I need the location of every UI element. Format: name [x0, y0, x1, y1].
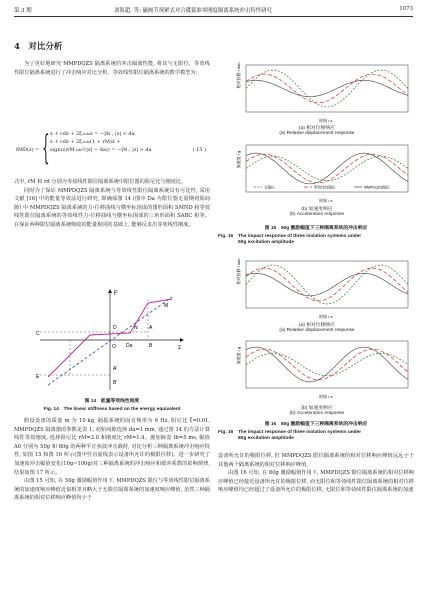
page-number: 1073 [399, 6, 413, 12]
para-energy: 同时为了保证 MMPDQZS 隔离系统与等效线性限位隔离系统具有可比性, 采用文献 [16] 中的能量等效法进行研究, 即确保图 14 (图中 Da 为限位器无量纲初始间隙) 中 MMPDQZS 隔离系统的力-位移曲线与横坐标围成的图形面积 SMND 和等效线性限位隔离系统的等效线性力-位移曲线与横坐标围成的三角形面积 SABC 相等。在保证两种限位隔离系统吸收的能量相同的基础上, 能够反求出等效线性刚度。 [14, 187, 210, 228]
running-title: 刘海超, 等: 磁阀节预紧式对合碟簧准零刚度隔离系统冲击特性研究 [114, 8, 272, 14]
right-column-text [218, 452, 414, 495]
label-D: D [113, 325, 117, 331]
equation-number: ( 15 ) [192, 147, 206, 153]
fig16a-caption-cn: (a) 相对位移响应 [299, 323, 335, 328]
equation-brace: { [42, 128, 50, 168]
x-axis-label: 时间 / s [319, 394, 333, 399]
figure-15b-acceleration [222, 142, 412, 204]
label-B-prime: B' [113, 380, 118, 386]
equation-rows [50, 130, 152, 155]
fig16b-caption-cn: (b) 加速度响应 [301, 406, 333, 411]
equation-row-1: z + cdż + 2ξ₁ω₀z = −ÿb , |z| < da [50, 131, 135, 137]
figure-15a-displacement [222, 62, 412, 124]
response-line-2 [246, 273, 408, 296]
label-C: C [36, 331, 40, 337]
y-axis-label: 相对位移 / mm [236, 62, 241, 89]
legend-entry-0: 无限位 [264, 185, 275, 190]
para-fig15-analysis: 由图 15 可知, 在 50g 激励幅值作用下, MMPDQZS 限位与等效线性限位隔离系统的加速度响应峰值近似相等且略大于无限位隔离系统的加速度响应峰值, 虽然三种隔离系统的相对位移响应峰值均小于 [14, 478, 210, 502]
response-line-2 [246, 153, 408, 184]
para-right-2: 由图 16 可知, 在 80g 激励幅值作用下, MMPDQZS 限位隔离系统的相对位移响应峰值已经接近设备所允许的极限位移, 而无限位和等效线性限位隔离系统的相对位移响应峰值均已经超过了设备所允许的极限位移, 无限位和等效线性限位隔离系统的加速 [218, 470, 414, 494]
label-N: N [134, 325, 138, 331]
x-axis-label: 时间 / s [319, 198, 333, 203]
fig16a-caption-en: (a) Relative displacement response [279, 328, 355, 333]
para-intro: 为了更好地研究 MMPDQZS 隔离系统的冲击隔离性能, 将其与无限位、等效线性限位隔离系统进行了冲击响应对比分析。等效线性限位隔离系统的数学模型为: [14, 61, 210, 76]
label-F: F [114, 291, 118, 297]
fig15a-caption-cn: (a) 相对位移响应 [299, 126, 335, 131]
plot-frame [246, 341, 408, 388]
equation-lhs: fMD(z) = [16, 147, 40, 153]
left-paragraph-2 [14, 178, 210, 230]
y-axis-label: 加速度 / g [236, 346, 241, 365]
fig14-caption-en: Fig. 14 The linear stiffness based on the energy equivalent [43, 407, 181, 412]
fig16-caption-cn: 图 16 80g 激励幅值下三种隔离系统的冲击响应 [264, 422, 368, 427]
response-line-0 [246, 353, 408, 376]
label-O: O [112, 344, 116, 350]
x-axis-label: 时间 / s [319, 118, 333, 123]
plot-frame [246, 261, 408, 308]
fig15b-caption-en: (b) Acceleration response [289, 212, 345, 217]
legend-entry-2: MMPDQZS限位 [364, 185, 390, 190]
fig15-caption-en2: 50g excitation amplitude [238, 240, 294, 245]
response-line-1 [246, 74, 408, 103]
para-parameters: 假设设备的质量 m 为 10 kg, 隔振系统的固有频率为 6 Hz, 阻尼比 ξ=0.01, MMPDQZS 隔离器的参数见表 1, 初始间隙选择 da=1 mm, 通过图 14 的方法计算线性等效刚度, 选择阻尼比 rM=3.0 和刚度比 rM=1.4。施加脉宽 tb=5 ms, 幅值 A0 分别为 50g 和 80g 的两种半正弦波冲击载荷, 对比分析三种隔离系统冲击响应特性, 如图 15 和图 16 所示(图中竖直虚线表示设备所允许的极限位移)。进一步研究了加速度冲击幅值变化(10g~100g)对三种隔离系统的冲击响应和缓冲系数的影响规律, 结果如图 17 所示。 [14, 418, 210, 476]
section-title: 4 对比分析 [14, 42, 63, 52]
label-M: M [164, 303, 169, 309]
left-paragraph-1 [14, 60, 210, 77]
label-E: E [36, 374, 40, 380]
response-line-2 [246, 80, 408, 96]
label-B: B [149, 343, 153, 349]
legend-entry-1: 等效线性限位 [314, 185, 336, 190]
fig15a-caption-en: (a) Relative displacement response [279, 131, 355, 136]
fig15b-caption-cn: (b) 加速度响应 [301, 207, 333, 212]
response-line-1 [246, 268, 408, 301]
label-A-prime: A' [113, 366, 118, 372]
x-axis-label: 时间 / s [319, 314, 333, 319]
fig16-caption-en: Fig. 16 The impact response of three isolation systems under [218, 430, 362, 435]
z-arrow-icon [180, 338, 184, 342]
left-paragraph-3 [14, 417, 210, 503]
fig15-caption-en: Fig. 15 The impact response of three isolation systems under [218, 234, 362, 239]
figure-16a-displacement [222, 258, 412, 320]
fig16b-caption-en: (b) Acceleration response [289, 411, 345, 416]
para-symbols: 式中, rM 和 rd 分别为等效线性限位隔离系统中限位器的阻尼比与刚度比。 [14, 179, 187, 185]
plot-frame [246, 65, 408, 112]
issue-number: 第 3 期 [14, 8, 32, 14]
equation-15 [16, 130, 210, 174]
label-Da: Da [126, 343, 133, 349]
figure-16b-acceleration [222, 338, 412, 400]
running-header [14, 4, 413, 17]
equation-row-3: sign(z)rM ω₀²(|z| − da)) = −ÿb , |z| > da [50, 147, 152, 154]
y-axis-label: 相对位移 / mm [236, 258, 241, 285]
y-axis-label: 加速度 / g [236, 150, 241, 169]
figure-14 [30, 285, 190, 395]
equation-row-2: z + cdż + 2ξ₁ω₀(1 + rM)ż + [50, 139, 121, 146]
label-z: z [178, 345, 181, 351]
f-arrow-icon [108, 289, 112, 293]
fig14-caption-cn: 图 14 能量等效线性刚度 [84, 399, 140, 404]
fig16-caption-en2: 80g excitation amplitude [238, 436, 294, 441]
fig15-caption-cn: 图 15 50g 激励幅值下三种隔离系统的冲击响应 [264, 226, 368, 231]
label-A: A [149, 325, 153, 331]
para-right-1: 设备所允许的极限位移, 但 MMPDQZS 限位隔离系统的相对位移响应峰值远远小于其他两个隔离系统的相对位移响应峰值。 [218, 453, 414, 468]
response-line-0 [246, 265, 408, 304]
